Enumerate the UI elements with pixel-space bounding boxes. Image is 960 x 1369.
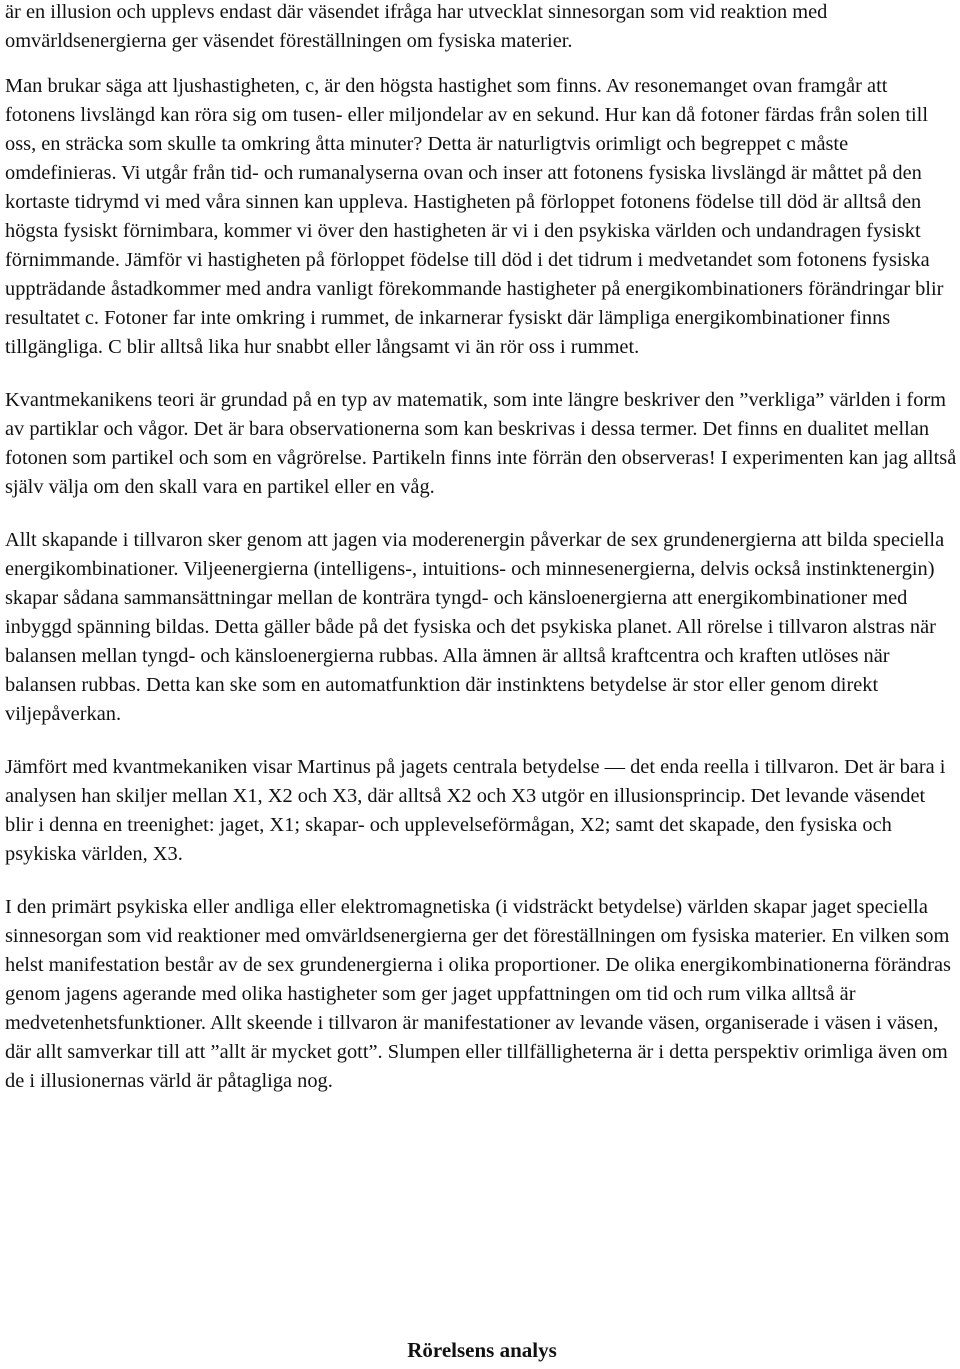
paragraph-quantum-mechanics: Kvantmekanikens teori är grundad på en typ av matematik, som inte längre beskriver den ”verkliga” världen i form av partiklar och vågor. Det är bara observationerna som kan beskrivas i dessa termer. Det finns en dualitet mellan fotonen som partikel och som en vågrörelse. Partikeln finns inte förrän den observeras! I experimenten kan jag alltså själv välja om den skall vara en partikel eller en våg.	[5, 389, 957, 498]
section-heading: Rörelsens analys	[407, 1338, 557, 1362]
paragraph-creation: Allt skapande i tillvaron sker genom att jagen via moderenergin påverkar de sex grundenergierna att bilda speciella energikombinationer. Viljeenergierna (intelligens-, intuitions- och minnesenergierna, delvis också instinktenergin) skapar sådana sammansättningar mellan de konträra tyngd- och känsloenergierna att energikombinationer med inbyggd spänning bildas. Detta gäller både på det fysiska och det psykiska planet. All rörelse i tillvaron alstras när balansen mellan tyngd- och känsloenergierna rubbas. Alla ämnen är alltså kraftcentra och kraften utlöses när balansen rubbas. Detta kan ske som en automatfunktion där instinktens betydelse är stor eller genom direkt viljepåverkan.	[5, 529, 945, 725]
paragraph-illusion: är en illusion och upplevs endast där väsendet ifråga har utvecklat sinnesorgan som vid reaktion med omvärldsenergierna ger väsendet föreställningen om fysiska materier.	[5, 1, 828, 52]
paragraph-psychic-world: I den primärt psykiska eller andliga eller elektromagnetiska (i vidsträckt betydelse) världen skapar jaget speciella sinnesorgan som vid reaktioner med omvärldsenergierna ger det föreställningen om fysiska materier. En vilken som helst manifestation består av de sex grundenergierna i olika proportioner. De olika energikombinationerna förändras genom jagens agerande med olika hastigheter som ger jaget uppfattningen om tid och rum vilka alltså är medvetenhetsfunktioner. Allt skeende i tillvaron är manifestationer av levande väsen, organiserade i väsen i väsen, där allt samverkar till att ”allt är mycket gott”. Slumpen eller tillfälligheterna är i detta perspektiv orimliga även om de i illusionernas värld är påtagliga nog.	[5, 896, 951, 1092]
paragraph-martinus: Jämfört med kvantmekaniken visar Martinus på jagets centrala betydelse — det enda reella i tillvaron. Det är bara i analysen han skiljer mellan X1, X2 och X3, där alltså X2 och X3 utgör en illusionsprincip. Det levande väsendet blir i denna en treenighet: jaget, X1; skapar- och upplevelseförmågan, X2; samt det skapade, den fysiska och psykiska världen, X3.	[5, 756, 946, 865]
paragraph-light-speed: Man brukar säga att ljushastigheten, c, är den högsta hastighet som finns. Av resonemanget ovan framgår att fotonens livslängd kan röra sig om tusen- eller miljondelar av en sekund. Hur kan då fotoner färdas från solen till oss, en sträcka som skulle ta omkring åtta minuter? Detta är naturligtvis orimligt och begreppet c måste omdefinieras. Vi utgår från tid- och rumanalyserna ovan och inser att fotonens fysiska livslängd är måttet på den kortaste tidrymd vi med våra sinnen kan uppleva. Hastigheten på förloppet fotonens födelse till död är alltså den högsta fysiskt förnimbara, kommer vi över den hastigheten är vi i den psykiska världen och undandragen fysiskt förnimmande. Jämför vi hastigheten på förloppet födelse till död i det tidrum i medvetandet som fotonens fysiska uppträdande åstadkommer med andra vanligt förekommande hastigheter på energikombinationers förändringar blir resultatet c. Fotoner far inte omkring i rummet, de inkarnerar fysiskt där lämpliga energikombinationer finns tillgängliga. C blir alltså lika hur snabbt eller långsamt vi än rör oss i rummet.	[5, 75, 944, 358]
document-body	[5, 0, 957, 1096]
